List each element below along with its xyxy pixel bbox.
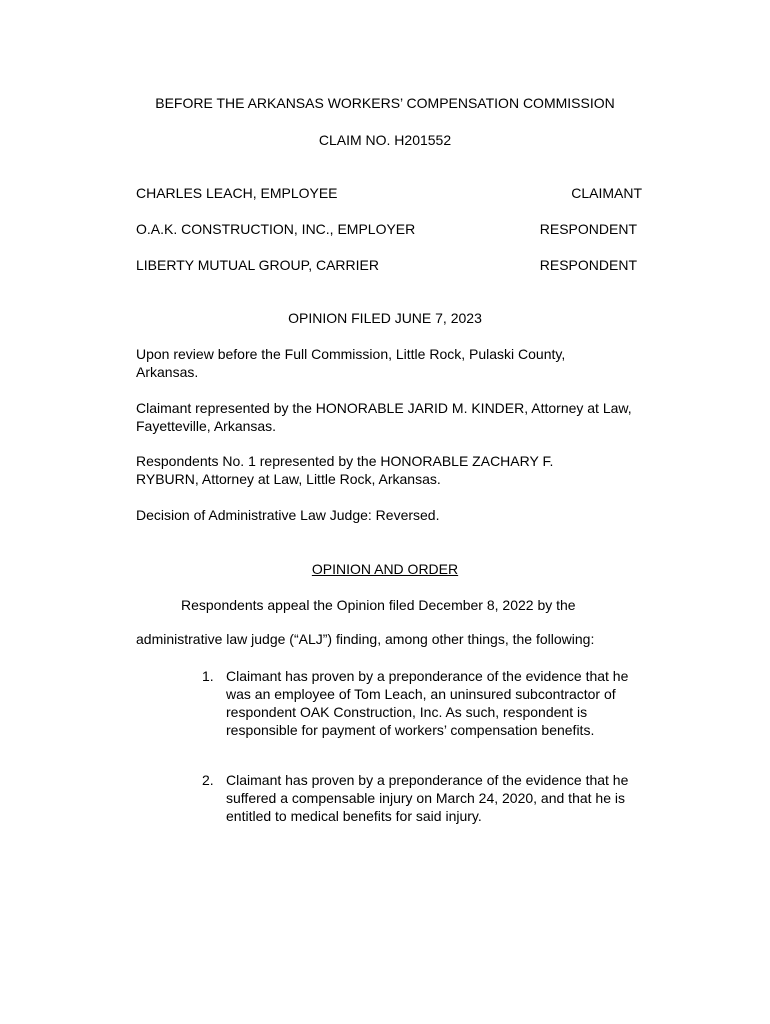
party-role-employer: RESPONDENT (539, 221, 637, 237)
respondent-representation: Respondents No. 1 represented by the HONORABLE ZACHARY F. RYBURN, Attorney at Law, Little Rock, Arkansas. (136, 453, 554, 487)
finding-text: Claimant has proven by a preponderance of the evidence that he suffered a compensable injury on March 24, 2020, and that he is entitled to medical benefits for said injury. (226, 772, 629, 824)
party-role-carrier: RESPONDENT (539, 257, 637, 273)
claimant-representation: Claimant represented by the HONORABLE JARID M. KINDER, Attorney at Law, Fayetteville, Arkansas. (136, 400, 632, 434)
body-line-1: Respondents appeal the Opinion filed December 8, 2022 by the (181, 597, 576, 613)
party-name-carrier: LIBERTY MUTUAL GROUP, CARRIER (136, 257, 379, 273)
claim-number: CLAIM NO. H201552 (318, 132, 452, 148)
finding-number: 1. (202, 668, 214, 684)
opinion-and-order-heading: OPINION AND ORDER (311, 561, 459, 577)
finding-text: Claimant has proven by a preponderance of the evidence that he was an employee of Tom Leach, an uninsured subcontractor of respondent OAK Construction, Inc. As such, respondent is responsible for payment of workers’ compensation benefits. (226, 668, 629, 738)
alj-decision: Decision of Administrative Law Judge: Reversed. (136, 507, 440, 523)
party-name-claimant: CHARLES LEACH, EMPLOYEE (136, 185, 338, 201)
party-name-employer: O.A.K. CONSTRUCTION, INC., EMPLOYER (136, 221, 416, 237)
finding-number: 2. (202, 772, 214, 788)
body-line-2: administrative law judge (“ALJ”) finding, among other things, the following: (136, 631, 595, 647)
commission-heading: BEFORE THE ARKANSAS WORKERS’ COMPENSATION COMMISSION (155, 95, 615, 111)
review-paragraph: Upon review before the Full Commission, Little Rock, Pulaski County, Arkansas. (136, 346, 566, 380)
opinion-filed-date: OPINION FILED JUNE 7, 2023 (288, 310, 482, 326)
party-role-claimant: CLAIMANT (571, 185, 642, 201)
